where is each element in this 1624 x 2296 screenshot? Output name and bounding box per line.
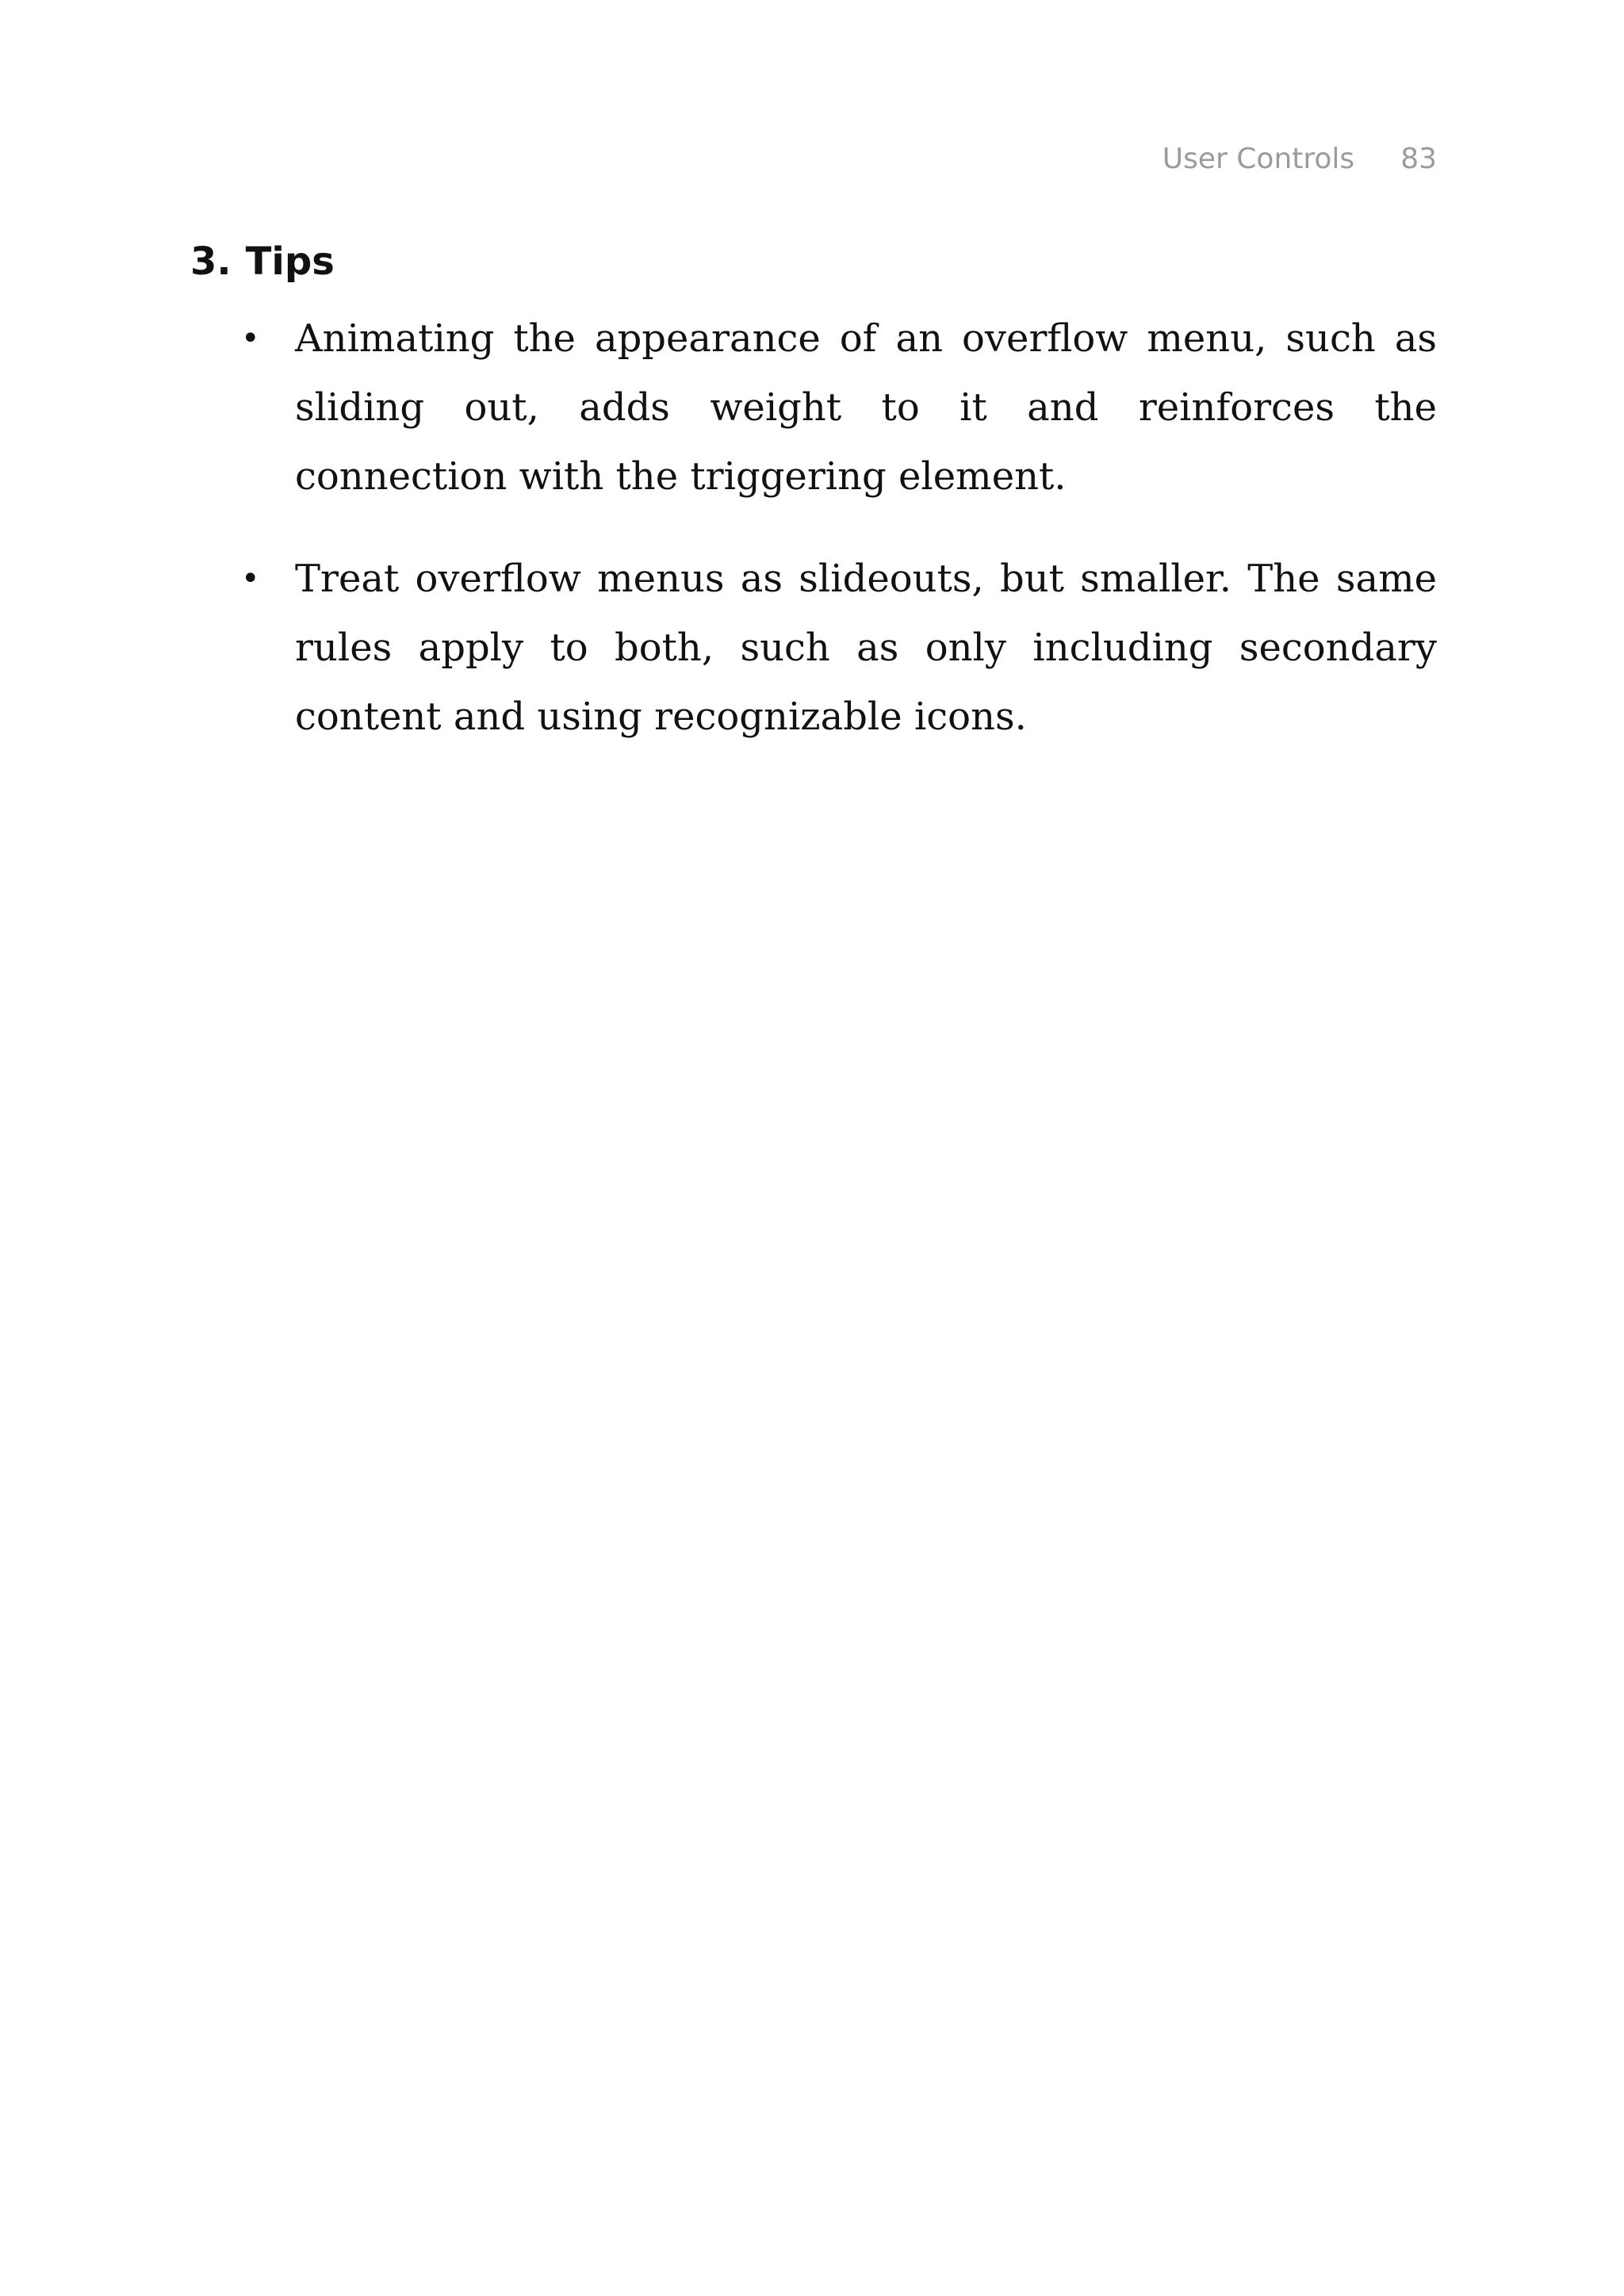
chapter-title: User Controls	[1162, 143, 1355, 175]
running-header	[1162, 143, 1437, 175]
list-item	[238, 304, 1437, 511]
tip-text: Treat overflow menus as slideouts, but smaller. The same rules apply to both, such as only including secondary content and using recognizable icons.	[295, 557, 1437, 739]
section-title: Tips	[245, 239, 335, 284]
tip-text: Animating the appearance of an overflow menu, such as sliding out, adds weight to it and reinforces the connection with the triggering element.	[295, 316, 1437, 499]
list-item	[238, 545, 1437, 752]
section-number: 3.	[190, 239, 232, 284]
page-number: 83	[1400, 143, 1437, 175]
bullet-icon: •	[241, 561, 260, 597]
bullet-icon: •	[241, 320, 260, 357]
tips-list	[238, 304, 1437, 785]
section-heading	[190, 239, 335, 284]
